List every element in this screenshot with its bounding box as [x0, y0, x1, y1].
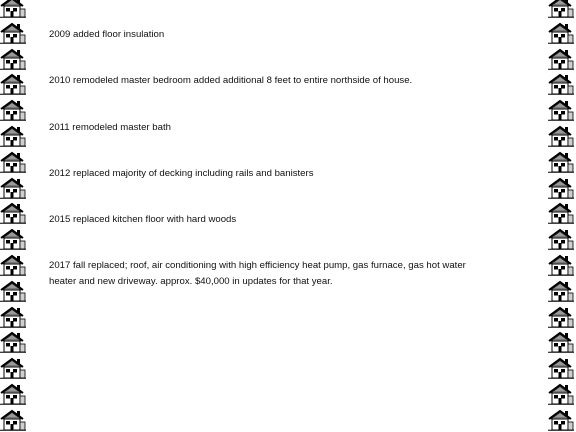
house-icon	[548, 151, 574, 173]
house-icon	[548, 0, 574, 18]
house-icon	[0, 202, 26, 224]
left-house-border	[0, 0, 28, 432]
house-icon	[548, 280, 574, 302]
entry-2009: 2009 added floor insulation	[49, 29, 165, 40]
house-icon	[548, 383, 574, 405]
house-icon	[0, 125, 26, 147]
house-icon	[0, 228, 26, 250]
house-icon	[548, 22, 574, 44]
house-icon	[0, 177, 26, 199]
right-house-border	[548, 0, 576, 432]
house-icon	[0, 73, 26, 95]
house-icon	[0, 357, 26, 379]
house-icon	[0, 254, 26, 276]
house-icon	[548, 331, 574, 353]
entry-2017-line-2: heater and new driveway. approx. $40,000 in updates for that year.	[49, 276, 333, 287]
house-icon	[548, 409, 574, 431]
house-icon	[548, 202, 574, 224]
entry-2011: 2011 remodeled master bath	[49, 122, 171, 133]
house-icon	[0, 48, 26, 70]
house-icon	[0, 0, 26, 18]
house-icon	[548, 73, 574, 95]
house-icon	[0, 280, 26, 302]
house-icon	[548, 48, 574, 70]
house-icon	[0, 331, 26, 353]
house-icon	[0, 99, 26, 121]
house-icon	[548, 228, 574, 250]
house-icon	[0, 409, 26, 431]
house-icon	[548, 254, 574, 276]
house-icon	[0, 22, 26, 44]
house-icon	[0, 151, 26, 173]
house-icon	[548, 357, 574, 379]
house-icon	[0, 383, 26, 405]
house-icon	[548, 99, 574, 121]
entry-2012: 2012 replaced majority of decking including rails and banisters	[49, 168, 314, 179]
house-icon	[0, 306, 26, 328]
entry-2010: 2010 remodeled master bedroom added additional 8 feet to entire northside of house.	[49, 75, 413, 86]
entry-2017-line-1: 2017 fall replaced; roof, air conditioning with high efficiency heat pump, gas furnace, gas hot water	[49, 260, 466, 271]
house-icon	[548, 306, 574, 328]
house-icon	[548, 125, 574, 147]
entry-2015: 2015 replaced kitchen floor with hard woods	[49, 214, 237, 225]
house-icon	[548, 177, 574, 199]
